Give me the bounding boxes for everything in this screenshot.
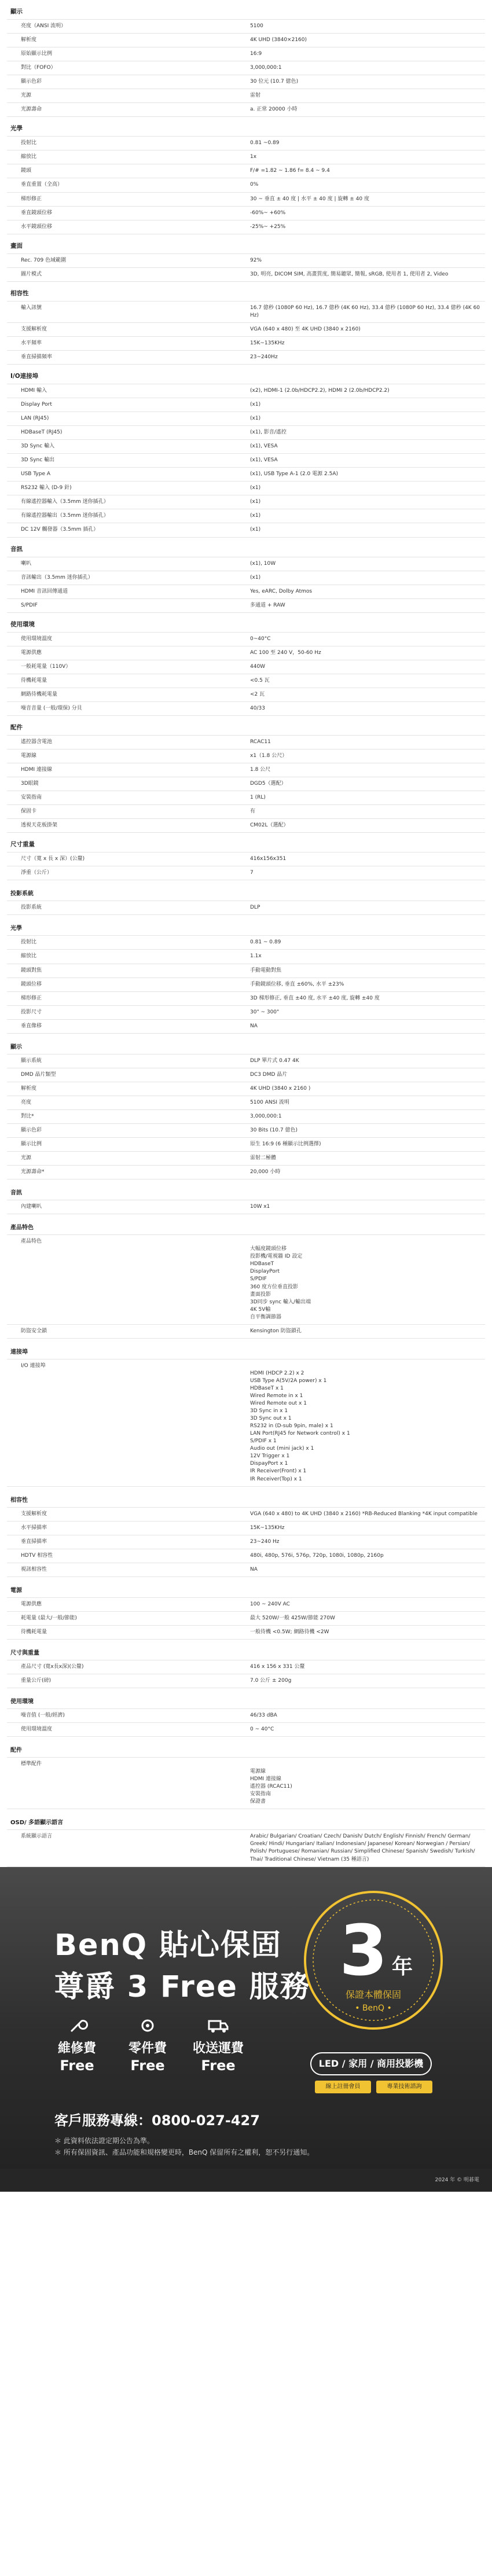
- spec-label: 系統顯示語言: [21, 1833, 53, 1840]
- section-title: 產品特色: [10, 1225, 34, 1232]
- spec-row: [7, 61, 485, 75]
- spec-value: 0.81 ~ 0.89: [250, 939, 281, 946]
- spec-label: 垂直鏡頭位移: [21, 210, 53, 216]
- spec-label: 產品特色: [21, 1239, 42, 1245]
- spec-label: HDMI 輸入: [21, 387, 47, 394]
- section-title: 畫面: [10, 242, 23, 249]
- spec-row: [7, 632, 485, 646]
- spec-value: DLP: [250, 905, 260, 911]
- spec-row: [7, 1165, 485, 1179]
- spec-label: HDBaseT (RJ45): [21, 429, 63, 436]
- spec-row: [7, 935, 485, 949]
- three-year-badge: [301, 1888, 446, 2033]
- spec-row: [7, 398, 485, 411]
- spec-label: Display Port: [21, 402, 52, 408]
- spec-label: 喇叭: [21, 560, 32, 567]
- spec-row: [7, 1674, 485, 1688]
- spec-value: NA: [250, 1566, 258, 1572]
- spec-value: 16.7 億秒 (1080P 60 Hz), 16.7 億秒 (4K 60 Hz), 33.4 億秒 (1080P 60 Hz), 33.4 億秒 (4K 60 Hz): [250, 304, 480, 318]
- spec-label: 尺寸（寬 x 長 x 深）(公釐): [21, 856, 85, 862]
- service-repair: 維修費 Free: [51, 2016, 103, 2074]
- spec-row: [7, 557, 485, 571]
- spec-label: 耗電量 (最大/一般/節能): [21, 1615, 77, 1621]
- spec-label: 透視天花板掛架: [21, 822, 58, 829]
- spec-row: [7, 47, 485, 61]
- member-signup-button[interactable]: 線上註冊會員: [315, 2081, 371, 2093]
- spec-label: 噪音音量 (一般/環保) 分貝: [21, 705, 82, 711]
- section-title: 音訊: [10, 545, 23, 553]
- section-title: 投影系統: [10, 891, 34, 898]
- spec-value: (x2), HDMI-1 (2.0b/HDCP2.2), HDMI 2 (2.0b/HDCP2.2): [250, 387, 390, 394]
- section-title: 顯示: [10, 8, 23, 15]
- spec-row: [7, 453, 485, 467]
- spec-value: DC3 DMD 晶片: [250, 1071, 288, 1078]
- spec-value: (x1), 影音/遙控: [250, 429, 287, 436]
- spec-label: 電源線: [21, 753, 37, 759]
- spec-row: [7, 1722, 485, 1737]
- spec-label: 待機耗電量: [21, 677, 47, 683]
- spec-value: <0.5 瓦: [250, 677, 270, 683]
- spec-label: 3D Sync 輸入: [21, 443, 55, 450]
- spec-label: 對比（FOFO）: [21, 65, 56, 71]
- spec-label: 光源: [21, 1155, 32, 1162]
- spec-value: 480i, 480p, 576i, 576p, 720p, 1080i, 1080p, 2160p: [250, 1552, 384, 1559]
- spec-label: 顯示比例: [21, 1141, 42, 1148]
- spec-value: (x1), VESA: [250, 443, 278, 450]
- led-projector-pill: LED / 家用 / 商用投影機: [310, 2052, 432, 2075]
- spec-label: 重量公斤(磅): [21, 1677, 52, 1684]
- spec-label: 使用環境溫度: [21, 635, 53, 642]
- spec-row: [7, 852, 485, 866]
- section-title: 配件: [10, 723, 23, 731]
- tech-consult-button[interactable]: 專業技術諮詢: [376, 2081, 432, 2093]
- spec-row: [7, 901, 485, 915]
- spec-row: [7, 178, 485, 192]
- spec-row: [7, 674, 485, 688]
- hotline-text: 客戶服務專線：0800-027-427: [54, 2112, 260, 2129]
- spec-row: [7, 735, 485, 749]
- service-parts: 零件費 Free: [122, 2016, 174, 2074]
- spec-value: 3,000,000:1: [250, 65, 282, 71]
- spec-row: [7, 804, 485, 818]
- section-title: 顯示: [10, 1043, 22, 1050]
- spec-value: Arabic/ Bulgarian/ Croatian/ Czech/ Danish/ Dutch/ English/ Finnish/ French/ German/ Greek/ Hindi/ Hungarian/ Italian/ Indonesian/ Japanese/ Korean/ Norwegian / Persian/ Polish/ Portuguese/ Romanian/ Russian/ Simplified Chinese/ Spanish/ Swedish/ Turkish/ Thai/ Traditional Chinese/ Vietnam (35 種語言): [250, 1833, 475, 1862]
- spec-row: [7, 253, 485, 267]
- spec-value: Yes, eARC, Dolby Atmos: [250, 588, 313, 594]
- section-title: 光學: [10, 925, 22, 932]
- spec-label: 電源供應: [21, 1601, 42, 1607]
- spec-value: (x1): [250, 527, 261, 533]
- spec-value: Kensington 防盜鎖孔: [250, 1328, 302, 1334]
- spec-label: HDMI 音訊回傳通道: [21, 588, 68, 594]
- spec-label: 支援解析度: [21, 1511, 47, 1517]
- spec-row: [7, 164, 485, 178]
- spec-value: NA: [250, 1023, 258, 1029]
- spec-row: [7, 1054, 485, 1068]
- spec-value: 7.0 公斤 ± 200g: [250, 1677, 292, 1684]
- spec-row: [7, 688, 485, 701]
- spec-row: [7, 220, 485, 234]
- spec-value: 416 x 156 x 331 公釐: [250, 1663, 305, 1670]
- spec-label: 3D眼鏡: [21, 781, 39, 787]
- spec-label: 垂直掃描頻率: [21, 354, 53, 360]
- spec-value: 5100 ANSI 流明: [250, 1099, 289, 1105]
- spec-value: 5100: [250, 23, 263, 29]
- spec-row: [7, 866, 485, 880]
- spec-label: 網路待機耗電量: [21, 691, 58, 697]
- spec-row: [7, 411, 485, 425]
- spec-label: 解析度: [21, 37, 37, 43]
- gear-icon: [136, 2016, 159, 2035]
- warranty-banner: [0, 1867, 492, 2169]
- spec-value: 40/33: [250, 705, 265, 711]
- section-title: I/O連接埠: [10, 372, 39, 380]
- spec-value: 1.1x: [250, 953, 262, 960]
- spec-value: (x1): [250, 499, 261, 505]
- spec-label: 水平鏡頭位移: [21, 223, 53, 230]
- spec-row: [7, 791, 485, 804]
- spec-value: 16:9: [250, 51, 262, 57]
- section-title: 尺寸與重量: [10, 1649, 39, 1656]
- spec-value: 4K UHD (3840 x 2160 ): [250, 1085, 311, 1092]
- spec-label: 防盜安全鎖: [21, 1328, 47, 1334]
- spec-value: 1.8 公尺: [250, 767, 271, 773]
- spec-label: 亮度: [21, 1099, 32, 1105]
- spec-label: 標準配件: [21, 1761, 42, 1767]
- spec-label: 解析度: [21, 1085, 37, 1092]
- spec-value: 大幅度鏡頭位移 投影機/電視牆 ID 設定 HDBaseT DisplayPort S/PDIF 360 度方位垂直投影 畫面投影 3D同步 sync 輸入/輸出端 4K 5V輸 自平衡調節器: [250, 1246, 311, 1320]
- spec-row: [7, 964, 485, 978]
- spec-value: 0%: [250, 182, 259, 188]
- spec-value: VGA (640 x 480) 至 4K UHD (3840 x 2160): [250, 326, 361, 332]
- spec-label: DC 12V 觸發器（3.5mm 插孔）: [21, 527, 99, 533]
- spec-label: 縮放比: [21, 953, 37, 960]
- spec-label: 光源: [21, 93, 32, 99]
- spec-row: [7, 1829, 485, 1866]
- spec-value: 30 Bits (10.7 億色): [250, 1127, 298, 1133]
- spec-label: 水平頻率: [21, 340, 42, 346]
- spec-row: [7, 425, 485, 439]
- spec-value: 0.81 ~0.89: [250, 140, 280, 146]
- spec-value: 一般待機 <0.5W; 網路待機 <2W: [250, 1629, 329, 1635]
- spec-value: 23~240Hz: [250, 354, 278, 360]
- badge-brand: • BenQ •: [355, 2003, 392, 2013]
- spec-row: [7, 192, 485, 206]
- spec-value: 0~40°C: [250, 635, 271, 642]
- spec-value: 10W x1: [250, 1204, 270, 1210]
- spec-label: 縮放比: [21, 154, 37, 160]
- section-title: 音訊: [10, 1190, 22, 1197]
- spec-label: 投影系統: [21, 905, 42, 911]
- spec-value: 雷射: [250, 93, 261, 99]
- spec-value: AC 100 至 240 V，50-60 Hz: [250, 649, 321, 656]
- spec-row: [7, 350, 485, 365]
- spec-row: [7, 1359, 485, 1487]
- spec-value: (x1), USB Type A-1 (2.0 電源 2.5A): [250, 471, 338, 477]
- spec-row: [7, 1123, 485, 1137]
- spec-row: [7, 267, 485, 282]
- spec-label: DMD 晶片類型: [21, 1071, 56, 1078]
- spec-value: 416x156x351: [250, 856, 287, 862]
- spec-label: 亮度（ANSI 流明）: [21, 23, 67, 29]
- copyright: 2024 年 © 明碁電: [435, 2177, 479, 2183]
- spec-label: 視訊相容性: [21, 1566, 47, 1572]
- spec-row: [7, 660, 485, 674]
- spec-row: [7, 763, 485, 777]
- spec-value: RCAC11: [250, 738, 271, 745]
- note-2: ＊ 所有保固資訊、產品功能和規格變更時，BenQ 保留所有之權利，恕不另行通知。: [54, 2148, 314, 2156]
- spec-label: 鏡頭位移: [21, 981, 42, 987]
- section-title: 使用環境: [10, 1699, 34, 1706]
- service-shipping: 收送運費 Free: [192, 2016, 244, 2074]
- spec-label: 光源壽命*: [21, 1169, 45, 1175]
- spec-label: 垂直重置（全高）: [21, 182, 63, 188]
- spec-label: 垂直像移: [21, 1023, 42, 1029]
- spec-label: 原始顯示比例: [21, 51, 53, 57]
- spec-row: [7, 1521, 485, 1535]
- spec-label: I/O 連接埠: [21, 1362, 46, 1369]
- spec-value: 電源線 HDMI 連接線 遙控器 (RCAC11) 安裝指南 保證書: [250, 1769, 292, 1805]
- spec-label: 安裝指南: [21, 795, 42, 801]
- badge-text: 保證本體保固: [345, 1989, 402, 2000]
- spec-label: 有線遙控器輸出（3.5mm 迷你插孔）: [21, 513, 109, 519]
- spec-row: [7, 1324, 485, 1339]
- spec-row: [7, 1068, 485, 1082]
- spec-row: [7, 33, 485, 47]
- spec-value: 雷射二極體: [250, 1155, 277, 1162]
- spec-value: 30 ~ 垂直 ± 40 度 | 水平 ± 40 度 | 旋轉 ± 40 度: [250, 196, 369, 202]
- banner-headline-1: BenQ 貼心保固: [54, 1928, 282, 1963]
- spec-value: 15K~135KHz: [250, 340, 285, 346]
- spec-value: (x1): [250, 574, 261, 580]
- spec-label: 使用環境溫度: [21, 1726, 53, 1733]
- spec-label: 產品尺寸 (寬x長x深)(公釐): [21, 1663, 84, 1670]
- spec-value: 92%: [250, 257, 262, 263]
- badge-unit: 年: [391, 1954, 413, 1979]
- spec-row: [7, 949, 485, 963]
- spec-value: 最大 520W/一般 425W/節能 270W: [250, 1615, 335, 1621]
- section-title: 光學: [10, 125, 23, 133]
- spec-value: 3,000,000:1: [250, 1113, 282, 1119]
- spec-label: 對比*: [21, 1113, 34, 1119]
- spec-row: [7, 75, 485, 89]
- spec-row: [7, 777, 485, 791]
- spec-label: LAN (RJ45): [21, 416, 49, 422]
- section-title: OSD/ 多語顯示語言: [10, 1820, 64, 1827]
- spec-row: [7, 1137, 485, 1151]
- spec-value: 23~240 Hz: [250, 1538, 280, 1545]
- spec-label: HDMI 連接線: [21, 767, 52, 773]
- spec-row: [7, 646, 485, 660]
- spec-value: 100 ~ 240V AC: [250, 1601, 290, 1607]
- spec-label: Rec. 709 色域範圍: [21, 257, 67, 263]
- spec-row: [7, 481, 485, 495]
- spec-value: 20,000 小時: [250, 1169, 281, 1175]
- spec-row: [7, 701, 485, 716]
- spec-row: [7, 1563, 485, 1577]
- spec-label: 顯示系統: [21, 1057, 42, 1064]
- spec-label: 投射比: [21, 939, 37, 946]
- spec-value: (x1): [250, 513, 261, 519]
- spec-value: 有: [250, 809, 256, 815]
- spec-label: 梯形修正: [21, 995, 42, 1001]
- spec-row: [7, 991, 485, 1005]
- banner-headline-2: 尊爵 3 Free 服務: [54, 1969, 311, 2004]
- spec-value: 7: [250, 870, 254, 876]
- spec-value: DGD5（選配）: [250, 781, 287, 787]
- spec-row: [7, 818, 485, 833]
- section-title: 配件: [10, 1747, 22, 1754]
- section-title: 相容性: [10, 1497, 28, 1504]
- spec-row: [7, 571, 485, 585]
- spec-label: 鏡頭: [21, 168, 32, 174]
- spec-row: [7, 1109, 485, 1123]
- spec-value: 440W: [250, 663, 266, 670]
- spec-label: 3D Sync 輸出: [21, 457, 55, 464]
- spec-value: (x1): [250, 402, 261, 408]
- footer: [0, 2169, 492, 2192]
- spec-value: 4K UHD (3840×2160): [250, 37, 307, 43]
- spec-row: [7, 1151, 485, 1165]
- spec-label: 輸入訊號: [21, 304, 42, 311]
- wrench-icon: [65, 2016, 89, 2035]
- spec-value: (x1), 10W: [250, 560, 276, 567]
- spec-value: 46/33 dBA: [250, 1713, 277, 1719]
- spec-value: 30 位元 (10.7 億色): [250, 79, 299, 85]
- spec-row: [7, 1611, 485, 1625]
- spec-value: 0 ~ 40°C: [250, 1726, 274, 1733]
- spec-row: [7, 89, 485, 102]
- spec-value: (x1): [250, 485, 261, 491]
- spec-row: [7, 585, 485, 598]
- spec-value: x1（1.8 公尺）: [250, 753, 288, 759]
- spec-row: [7, 322, 485, 336]
- spec-value: 手動鏡頭位移, 垂直 ±60%, 水平 ±23%: [250, 981, 344, 987]
- spec-row: [7, 206, 485, 220]
- spec-value: 3D, 明亮, DICOM SIM, 高畫質度, 簡易聽眾, 簡報, sRGB, 使用者 1, 使用者 2, Video: [250, 271, 449, 277]
- spec-label: 投射比: [21, 140, 37, 146]
- spec-row: [7, 1757, 485, 1809]
- spec-label: 待機耗電量: [21, 1629, 47, 1635]
- spec-row: [7, 384, 485, 398]
- spec-row: [7, 495, 485, 509]
- spec-value: -25%~ +25%: [250, 223, 286, 230]
- spec-row: [7, 749, 485, 763]
- spec-value: <2 瓦: [250, 691, 265, 697]
- spec-value: DLP 單片式 0.47 4K: [250, 1057, 299, 1064]
- spec-label: 垂直掃描率: [21, 1538, 47, 1545]
- spec-row: [7, 1597, 485, 1611]
- spec-label: 有線遙控器輸入（3.5mm 迷你插孔）: [21, 499, 109, 505]
- spec-value: (x1): [250, 416, 261, 422]
- spec-row: [7, 467, 485, 481]
- spec-value: F/# =1.82 ~ 1.86 f= 8.4 ~ 9.4: [250, 168, 330, 174]
- spec-value: HDMI (HDCP 2.2) x 2 USB Type A(5V/2A power) x 1 HDBaseT x 1 Wired Remote in x 1 Wired Remote out x 1 3D Sync in x 1 3D Sync out x 1 RS232 in (D-sub 9pin, male) x 1 LAN Port(RJ45 for Network control) x 1 S/PDIF x 1 Audio out (mini jack) x 1 12V Trigger x 1 DispayPort x 1 IR Receiver(Front) x 1 IR Receiver(Top) x 1: [250, 1370, 350, 1482]
- spec-value: 30" ~ 300": [250, 1009, 280, 1015]
- badge-num: 3: [339, 1910, 388, 1991]
- spec-value: VGA (640 x 480) to 4K UHD (3840 x 2160) *RB-Reduced Blanking *4K input compatible: [250, 1511, 478, 1517]
- spec-label: 保固卡: [21, 809, 37, 815]
- spec-label: 鏡頭對焦: [21, 967, 42, 973]
- spec-value: 1 (RL): [250, 795, 266, 801]
- spec-value: 1x: [250, 154, 257, 160]
- spec-label: 支援解析度: [21, 326, 47, 332]
- spec-value: -60%~ +60%: [250, 210, 286, 216]
- spec-row: [7, 1625, 485, 1640]
- spec-row: [7, 136, 485, 150]
- spec-row: [7, 1549, 485, 1563]
- spec-row: [7, 1005, 485, 1019]
- spec-value: 3D 梯形修正, 垂直 ±40 度, 水平 ±40 度, 旋轉 ±40 度: [250, 995, 380, 1001]
- section-title: 電源: [10, 1587, 22, 1594]
- spec-label: 音訊輸出（3.5mm 迷你插孔）: [21, 574, 93, 580]
- truck-icon: [207, 2016, 230, 2035]
- spec-row: [7, 1200, 485, 1214]
- spec-value: CM02L（選配）: [250, 822, 289, 829]
- spec-label: HDTV 相容性: [21, 1552, 53, 1559]
- spec-row: [7, 978, 485, 991]
- spec-label: 一般耗電量（110V）: [21, 663, 71, 670]
- spec-label: 圖片模式: [21, 271, 42, 277]
- spec-label: 光源壽命: [21, 106, 42, 113]
- spec-row: [7, 523, 485, 537]
- spec-label: 水平掃描率: [21, 1524, 47, 1531]
- spec-label: 內建喇叭: [21, 1204, 42, 1210]
- spec-row: [7, 1708, 485, 1722]
- spec-row: [7, 1660, 485, 1674]
- spec-label: USB Type A: [21, 471, 51, 477]
- spec-row: [7, 102, 485, 117]
- spec-value: (x1), VESA: [250, 457, 278, 464]
- spec-row: [7, 1234, 485, 1324]
- spec-label: 顯示色彩: [21, 79, 42, 85]
- spec-row: [7, 1019, 485, 1034]
- spec-row: [7, 1535, 485, 1549]
- spec-label: 梯形修正: [21, 196, 42, 202]
- spec-label: 投影尺寸: [21, 1009, 42, 1015]
- spec-value: 多通道 + RAW: [250, 602, 285, 608]
- spec-row: [7, 598, 485, 613]
- section-title: 使用環境: [10, 620, 35, 628]
- spec-label: RS232 輸入 (D-9 針): [21, 485, 72, 491]
- spec-value: 15K~135KHz: [250, 1524, 285, 1531]
- note-1: ＊ 此資料依法證定期公告為準。: [54, 2136, 154, 2145]
- spec-row: [7, 1096, 485, 1109]
- spec-value: 原生 16:9 (6 種顯示比例選擇): [250, 1141, 321, 1148]
- spec-row: [7, 150, 485, 164]
- spec-label: 電源供應: [21, 649, 42, 656]
- spec-row: [7, 19, 485, 33]
- spec-label: S/PDIF: [21, 602, 38, 608]
- spec-row: [7, 301, 485, 322]
- spec-label: 遙控器含電池: [21, 738, 53, 745]
- spec-row: [7, 1082, 485, 1096]
- spec-row: [7, 336, 485, 350]
- spec-row: [7, 509, 485, 523]
- section-title: 尺寸重量: [10, 841, 35, 848]
- spec-value: a. 正常 20000 小時: [250, 106, 298, 113]
- spec-label: 顯示色彩: [21, 1127, 42, 1133]
- spec-label: 淨重（公斤）: [21, 870, 53, 876]
- spec-label: 噪音值 (一般/經濟): [21, 1713, 65, 1719]
- section-title: 連接埠: [10, 1348, 28, 1355]
- spec-value: 手動電動對焦: [250, 967, 282, 973]
- spec-row: [7, 439, 485, 453]
- section-title: 相容性: [10, 289, 29, 297]
- spec-row: [7, 1507, 485, 1521]
